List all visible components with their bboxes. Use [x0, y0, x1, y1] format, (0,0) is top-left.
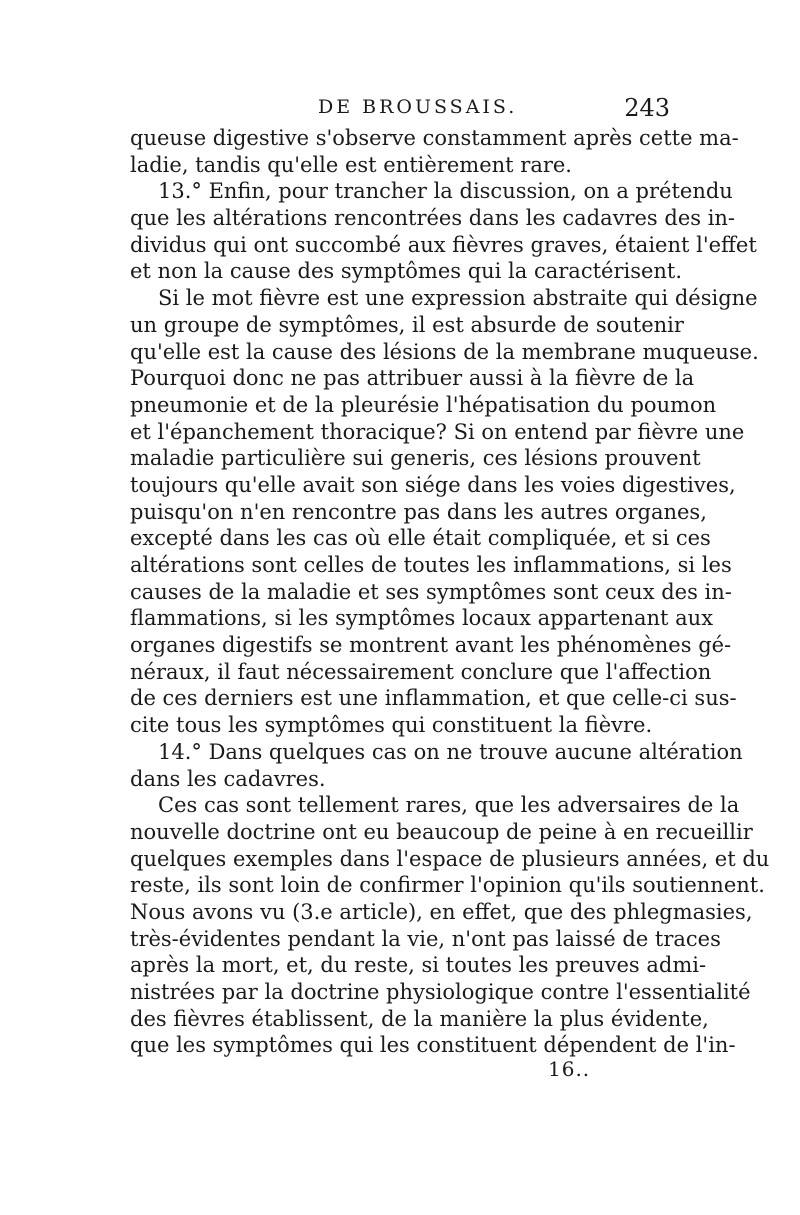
text-line: Si le mot fièvre est une expression abstraite qui désigne [158, 286, 758, 311]
text-line: maladie particulière sui generis, ces lésions prouvent [130, 446, 701, 471]
text-line: reste, ils sont loin de confirmer l'opinion qu'ils soutiennent. [130, 873, 765, 898]
text-line: queuse digestive s'observe constamment après cette ma- [130, 126, 739, 150]
signature-mark: 16.. [548, 1057, 591, 1081]
text-line: nouvelle doctrine ont eu beaucoup de peine à en recueillir [130, 819, 753, 844]
text-line: 14.° Dans quelques cas on ne trouve aucune altération [158, 739, 743, 764]
body-text [130, 125, 770, 1059]
text-line: un groupe de symptômes, il est absurde de soutenir [130, 312, 684, 337]
text-line: dividus qui ont succombé aux fièvres graves, étaient l'effet [130, 232, 757, 257]
running-head: DE BROUSSAIS. [318, 96, 518, 118]
text-line: et non la cause des symptômes qui la caractérisent. [130, 259, 683, 284]
page-header [130, 96, 670, 126]
text-line: que les symptômes qui les constituent dépendent de l'in- [130, 1033, 736, 1058]
text-line: et l'épanchement thoracique? Si on entend par fièvre une [130, 419, 745, 444]
text-line: flammations, si les symptômes locaux appartenant aux [130, 606, 714, 631]
text-line: Ces cas sont tellement rares, que les adversaires de la [158, 793, 740, 818]
text-line: organes digestifs se montrent avant les phénomènes gé- [130, 633, 732, 658]
text-line: très-évidentes pendant la vie, n'ont pas laissé de traces [130, 926, 721, 951]
text-line: que les altérations rencontrées dans les cadavres des in- [130, 206, 736, 231]
text-line: qu'elle est la cause des lésions de la membrane muqueuse. [130, 339, 759, 364]
text-line: de ces derniers est une inflammation, et que celle-ci sus- [130, 686, 737, 711]
text-line: toujours qu'elle avait son siége dans les voies digestives, [130, 472, 736, 497]
text-line: altérations sont celles de toutes les inflammations, si les [130, 553, 732, 577]
text-line: causes de la maladie et ses symptômes sont ceux des in- [130, 579, 732, 604]
text-line: ladie, tandis qu'elle est entièrement rare. [130, 152, 572, 177]
text-line: des fièvres établissent, de la manière la plus évidente, [130, 1006, 709, 1031]
text-line: pneumonie et de la pleurésie l'hépatisation du poumon [130, 392, 717, 417]
text-line: cite tous les symptômes qui constituent la fièvre. [130, 713, 653, 738]
page-number: 243 [624, 94, 670, 122]
text-line: quelques exemples dans l'espace de plusieurs années, et du [130, 846, 770, 871]
text-line: après la mort, et, du reste, si toutes les preuves admi- [130, 953, 707, 978]
text-line: excepté dans les cas où elle était compliquée, et si ces [130, 526, 711, 551]
text-line: 13.° Enfin, pour trancher la discussion, on a prétendu [158, 179, 733, 204]
text-line: dans les cadavres. [130, 766, 326, 791]
text-line: puisqu'on n'en rencontre pas dans les autres organes, [130, 499, 707, 524]
text-line: Pourquoi donc ne pas attribuer aussi à la fièvre de la [130, 366, 695, 391]
text-line: nistrées par la doctrine physiologique contre l'essentialité [130, 980, 751, 1004]
text-line: Nous avons vu (3.e article), en effet, que des phlegmasies, [130, 899, 753, 924]
text-line: néraux, il faut nécessairement conclure que l'affection [130, 659, 712, 684]
